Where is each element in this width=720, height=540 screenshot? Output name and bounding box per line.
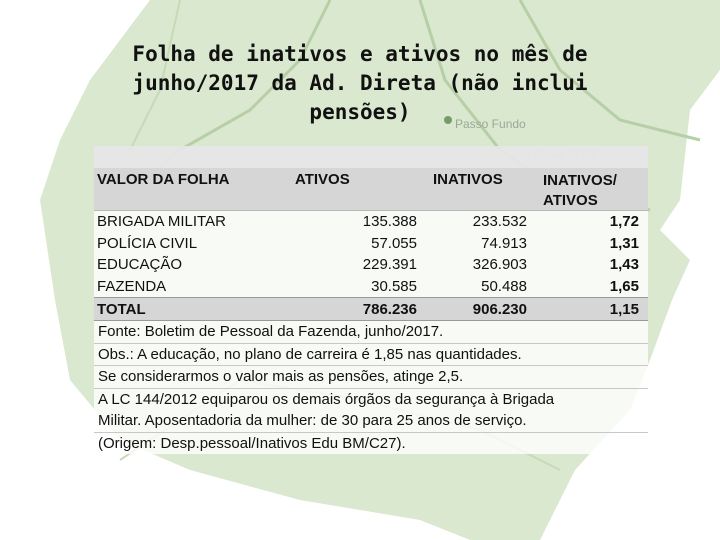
row-ativos: 135.388 xyxy=(362,213,417,231)
row-label: POLÍCIA CIVIL xyxy=(97,234,198,252)
table-row xyxy=(94,211,648,233)
row-inativos: 74.913 xyxy=(481,234,527,252)
header-ativos: ATIVOS xyxy=(295,171,350,188)
row-inativos: 50.488 xyxy=(481,277,527,295)
source-note: Fonte: Boletim de Pessoal da Fazenda, junho/2017. xyxy=(98,323,444,341)
law-note-line1: A LC 144/2012 equiparou os demais órgãos da segurança à Brigada xyxy=(94,388,648,411)
row-inativos: 233.532 xyxy=(472,213,527,231)
row-ratio: 1,72 xyxy=(609,213,639,231)
row-ativos: 57.055 xyxy=(371,234,417,252)
header-inativos: INATIVOS xyxy=(433,171,503,188)
table-row xyxy=(94,233,648,255)
law-note-line2: Militar. Aposentadoria da mulher: de 30 para 25 anos de serviço. xyxy=(98,412,527,430)
total-inativos: 906.230 xyxy=(472,300,527,318)
table-row xyxy=(94,276,648,298)
pension-note: Se considerarmos o valor mais as pensões, atinge 2,5. xyxy=(94,365,648,388)
map-city-label: Passo Fundo xyxy=(455,117,526,131)
row-ratio: 1,43 xyxy=(609,256,639,274)
row-ratio: 1,31 xyxy=(609,234,639,252)
table-row xyxy=(94,254,648,276)
total-ativos: 786.236 xyxy=(362,300,417,318)
table-top-band xyxy=(94,146,648,168)
row-label: FAZENDA xyxy=(97,277,167,295)
row-ativos: 30.585 xyxy=(371,277,417,295)
header-valor-da-folha: VALOR DA FOLHA xyxy=(97,171,230,188)
page-title: Folha de inativos e ativos no mês de junho/2017 da Ad. Direta (não inclui pensões) xyxy=(132,42,588,124)
row-inativos: 326.903 xyxy=(472,256,527,274)
row-label: BRIGADA MILITAR xyxy=(97,213,226,231)
table-total-row xyxy=(94,297,648,321)
row-label: EDUCAÇÃO xyxy=(97,256,183,274)
total-ratio: 1,15 xyxy=(609,300,639,318)
total-label: TOTAL xyxy=(97,300,146,318)
origin-note: (Origem: Desp.pessoal/Inativos Edu BM/C27). xyxy=(94,432,648,455)
row-ativos: 229.391 xyxy=(362,256,417,274)
payroll-table xyxy=(94,146,648,454)
header-ratio: INATIVOS/ ATIVOS xyxy=(543,172,617,209)
observation-note: Obs.: A educação, no plano de carreira é 1,85 nas quantidades. xyxy=(94,343,648,366)
row-ratio: 1,65 xyxy=(609,277,639,295)
table-header xyxy=(94,168,648,211)
